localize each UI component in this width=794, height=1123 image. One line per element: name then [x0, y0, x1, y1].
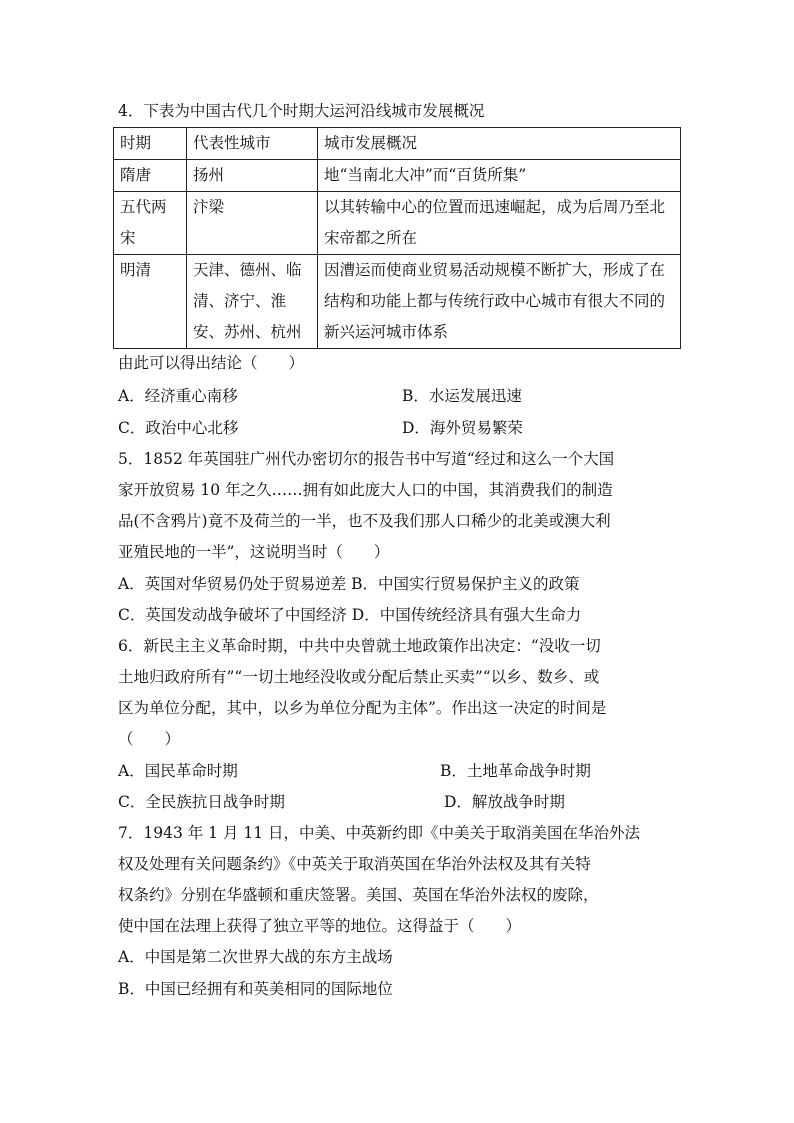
q6-option-d[interactable]: D．解放战争时期 [444, 793, 565, 811]
cell-city: 天津、德州、临清、济宁、淮安、苏州、杭州 [187, 255, 318, 349]
header-city: 代表性城市 [187, 128, 318, 160]
q5-options-cd[interactable]: C．英国发动战争破坏了中国经济 D．中国传统经济具有强大生命力 [118, 606, 582, 624]
q5-stem-line: 亚殖民地的一半”，这说明当时（ ） [118, 543, 390, 561]
header-period: 时期 [114, 128, 187, 160]
q6-stem-line: 区为单位分配，其中，以乡为单位分配为主体”。作出这一决定的时间是 [118, 699, 607, 717]
table-row [114, 192, 681, 255]
header-desc: 城市发展概况 [318, 128, 681, 160]
q4-option-b[interactable]: B．水运发展迅速 [402, 387, 522, 405]
q7-stem-line: 使中国在法理上获得了独立平等的地位。这得益于（ ） [118, 917, 522, 935]
q6-stem-line: 6．新民主主义革命时期，中共中央曾就土地政策作出决定：“没收一切 [118, 637, 601, 655]
cell-period: 隋唐 [114, 160, 187, 192]
q5-options-ab[interactable]: A．英国对华贸易仍处于贸易逆差 B．中国实行贸易保护主义的政策 [118, 575, 580, 593]
q4-stem: 4．下表为中国古代几个时期大运河沿线城市发展概况 [118, 102, 485, 120]
table-row [114, 160, 681, 192]
table-header-row [114, 128, 681, 160]
q5-stem-line: 品(不含鸦片)竟不及荷兰的一半，也不及我们那人口稀少的北美或澳大利 [118, 512, 611, 530]
q4-option-a[interactable]: A．经济重心南移 [118, 387, 238, 405]
cell-period: 五代两宋 [114, 192, 187, 255]
q6-option-a[interactable]: A．国民革命时期 [118, 762, 238, 780]
cell-desc: 因漕运而使商业贸易活动规模不断扩大，形成了在结构和功能上都与传统行政中心城市有很大不同的新兴运河城市体系 [318, 255, 681, 349]
q4-option-d[interactable]: D．海外贸易繁荣 [402, 419, 523, 437]
q6-stem-line: 土地归政府所有”“一切土地经没收或分配后禁止买卖”“以乡、数乡、或 [118, 668, 600, 686]
cell-city: 扬州 [187, 160, 318, 192]
city-development-table [113, 127, 681, 349]
q6-option-c[interactable]: C．全民族抗日战争时期 [118, 793, 285, 811]
q7-stem-line: 7．1943 年 1 月 11 日，中美、中英新约即《中美关于取消美国在华治外法 [118, 824, 641, 842]
q7-option-b[interactable]: B．中国已经拥有和英美相同的国际地位 [118, 980, 393, 998]
q5-stem-line: 家开放贸易 10 年之久……拥有如此庞大人口的中国，其消费我们的制造 [118, 481, 613, 499]
q7-option-a[interactable]: A．中国是第二次世界大战的东方主战场 [118, 948, 393, 966]
cell-period: 明清 [114, 255, 187, 349]
q7-stem-line: 权条约》分别在华盛顿和重庆签署。美国、英国在华治外法权的废除， [118, 886, 599, 904]
table-row [114, 255, 681, 349]
q6-option-b[interactable]: B．土地革命战争时期 [440, 762, 591, 780]
q7-stem-line: 权及处理有关问题条约》《中英关于取消英国在华治外法权及其有关特 [118, 855, 591, 873]
q4-conclusion: 由此可以得出结论（ ） [118, 354, 305, 372]
cell-city: 汴梁 [187, 192, 318, 255]
q4-option-c[interactable]: C．政治中心北移 [118, 419, 239, 437]
q5-stem-line: 5．1852 年英国驻广州代办密切尔的报告书中写道“经过和这么一个大国 [118, 450, 615, 468]
q6-stem-line: （ ） [118, 730, 181, 748]
cell-desc: 地“当南北大冲”而“百货所集” [318, 160, 681, 192]
cell-desc: 以其转输中心的位置而迅速崛起，成为后周乃至北宋帝都之所在 [318, 192, 681, 255]
